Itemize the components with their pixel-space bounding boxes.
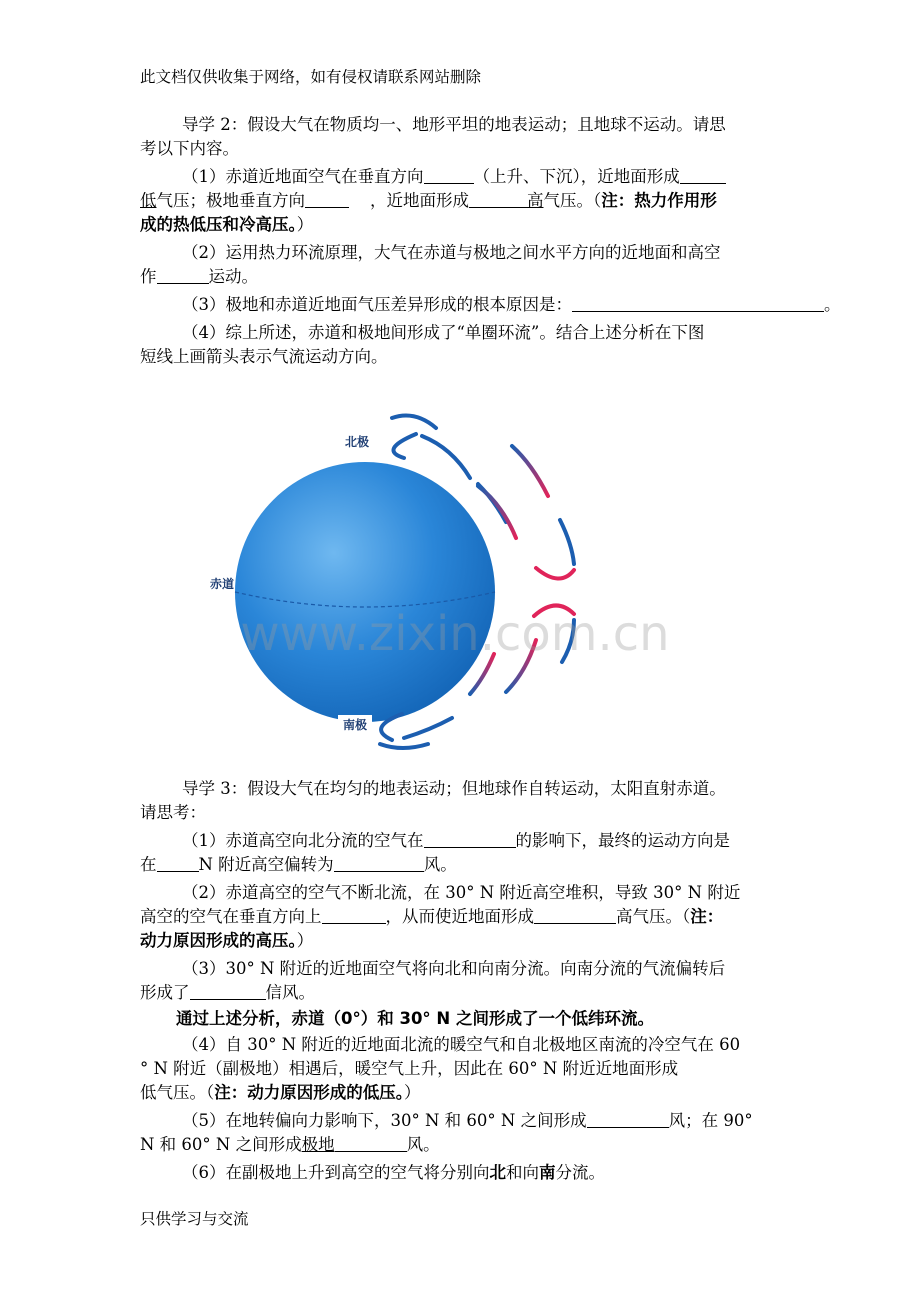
blank: [190, 983, 266, 1000]
s2-q4-line2: 短线上画箭头表示气流运动方向。: [140, 347, 388, 366]
s2-q4-line1: （4）综上所述，赤道和极地间形成了“单圈环流”。结合上述分析在下图: [182, 323, 705, 342]
s3-q2-line3: 动力原因形成的高压。）: [140, 931, 314, 950]
blank: [335, 1135, 407, 1152]
blank: [424, 167, 474, 184]
arc-north-top: [392, 416, 436, 428]
arc-mid-north: [478, 486, 516, 538]
blank: [305, 191, 349, 208]
equator-label: 赤道: [209, 577, 235, 591]
arc-outer-north: [560, 520, 574, 564]
s2-q1-line1: （1）赤道近地面空气在垂直方向 （上升、下沉），近地面形成: [182, 166, 726, 188]
s3-q2-line1: （2）赤道高空的空气不断北流，在 30° N 附近高空堆积，导致 30° N 附近: [182, 883, 741, 902]
s3-intro-line2: 请思考：: [140, 803, 206, 822]
blank: [424, 831, 516, 848]
s3-intro-line1: 导学 3：假设大气在均匀的地表运动；但地球作自转运动，太阳直射赤道。: [182, 779, 726, 798]
north-pole-label: 北极: [344, 435, 370, 449]
blank: [322, 907, 386, 924]
s3-q2-line2: 高空的空气在垂直方向上 ，从而使近地面形成 高气压。（注：: [140, 907, 724, 926]
blank: [334, 855, 424, 872]
blank: [157, 855, 199, 872]
s3-q3-line2: 形成了 信风。: [140, 983, 315, 1002]
s3-summary: 通过上述分析，赤道（0°）和 30° N 之间形成了一个低纬环流。: [176, 1009, 654, 1028]
globe: [235, 462, 495, 722]
s2-q1-line3: 成的热低压和冷高压。）: [140, 215, 314, 234]
s2-intro-line1: 导学 2：假设大气在物质均一、地形平坦的地表运动；且地球不运动。请思: [182, 115, 726, 134]
blank: [572, 295, 824, 312]
s2-q2-line2: 作 运动。: [140, 267, 258, 286]
arc-north-hook: [393, 434, 416, 458]
arc-north-mid: [422, 436, 470, 478]
watermark: www.zixin.com.cn: [240, 606, 670, 662]
s3-q1-line1: （1）赤道高空向北分流的空气在 的影响下，最终的运动方向是: [182, 831, 730, 850]
arc-south-mid: [404, 718, 452, 738]
s3-q4-line2: ° N 附近（副极地）相遇后，暖空气上升，因此在 60° N 附近近地面形成: [140, 1059, 679, 1078]
s2-intro-line2: 考以下内容。: [140, 139, 239, 158]
s3-q1-line2: 在 N 附近高空偏转为 风。: [140, 855, 457, 874]
arc-equator-top: [536, 568, 574, 579]
s3-q6: （6）在副极地上升到高空的空气将分别向北和向南分流。: [182, 1163, 605, 1182]
blank: [534, 907, 616, 924]
blank: [680, 167, 726, 184]
s2-q2-line1: （2）运用热力环流原理，大气在赤道与极地之间水平方向的近地面和高空: [182, 243, 721, 262]
s3-q3-line1: （3）30° N 附近的近地面空气将向北和向南分流。向南分流的气流偏转后: [182, 959, 726, 978]
blank: [587, 1111, 669, 1128]
atmospheric-circulation-diagram: [190, 392, 730, 762]
page-footer: 只供学习与交流: [140, 1210, 249, 1228]
arc-north-red: [512, 446, 548, 496]
s3-q4-line3: 低气压。（注：动力原因形成的低压。）: [140, 1083, 421, 1102]
south-pole-label: 南极: [342, 718, 368, 732]
s2-q1-line2: 低气压；极地垂直方向 ，近地面形成 高气压。（注：热力作用形: [140, 191, 717, 210]
arc-south-bottom: [380, 744, 428, 748]
s3-q4-line1: （4）自 30° N 附近的近地面北流的暖空气和自北极地区南流的冷空气在 60: [182, 1035, 741, 1054]
s3-q5-line1: （5）在地转偏向力影响下，30° N 和 60° N 之间形成 风；在 90°: [182, 1111, 753, 1130]
blank: [469, 191, 527, 208]
s2-q3: （3）极地和赤道近地面气压差异形成的根本原因是： 。: [182, 295, 841, 314]
s3-q5-line2: N 和 60° N 之间形成极地 风。: [140, 1135, 440, 1154]
blank: [157, 267, 209, 284]
page-header: 此文档仅供收集于网络，如有侵权请联系网站删除: [140, 68, 482, 86]
